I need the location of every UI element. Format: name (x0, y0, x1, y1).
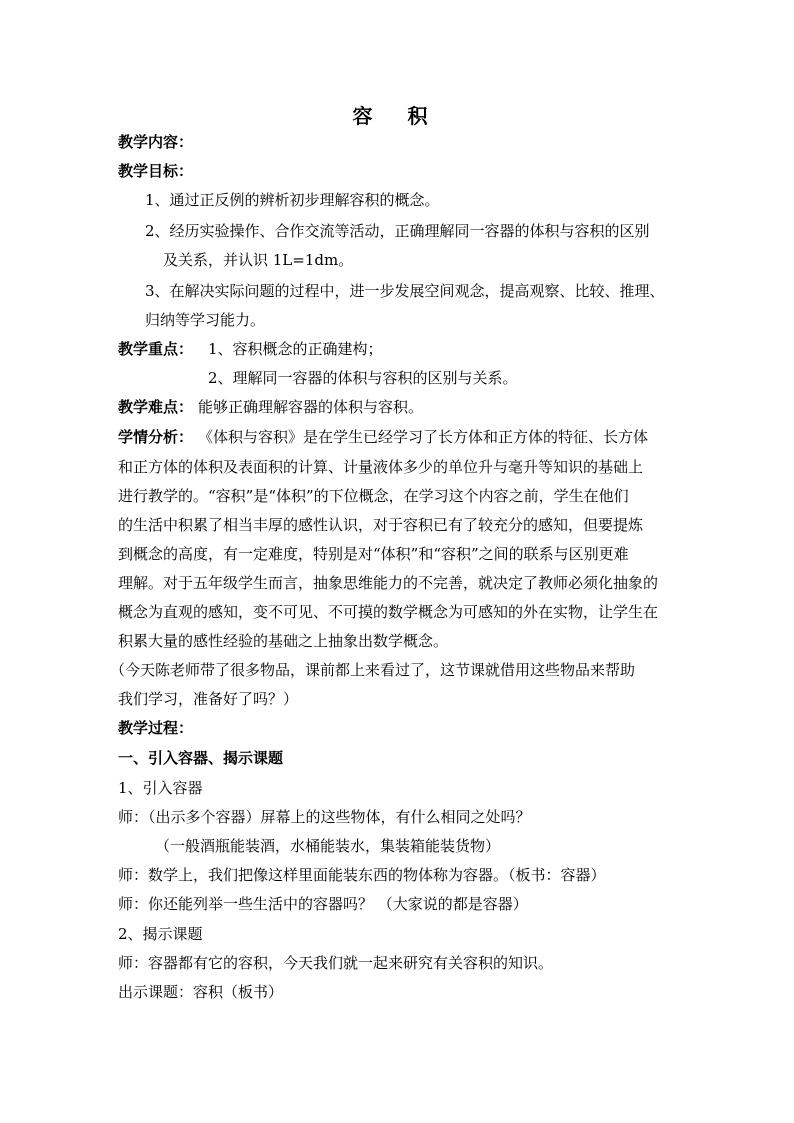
difficulty-label: 教学难点： (118, 398, 194, 416)
goal-item: 1、通过正反例的辨析初步理解容积的概念。 (145, 191, 440, 209)
dialogue-line: 出示课题：容积（板书） (118, 983, 284, 1001)
key-label: 教学重点： (118, 340, 194, 358)
dialogue-line: 师：（出示多个容器）屏幕上的这些物体，有什么相同之处吗？ (118, 808, 531, 826)
goal-item: 3、在解决实际问题的过程中，进一步发展空间观念，提高观察、比较、推理、 (145, 282, 665, 300)
key-point: 1、容积概念的正确建构； (208, 340, 383, 358)
analysis-line: 进行教学的。“容积”是“体积”的下位概念，在学习这个内容之前，学生在他们 (118, 487, 629, 505)
goal-item-continued: 及关系，并认识 1L=1dm。 (163, 251, 354, 269)
analysis-line: 理解。对于五年级学生而言，抽象思维能力的不完善，就决定了教师必须化抽象的 (118, 574, 659, 592)
note-line: 我们学习，准备好了吗？） (118, 690, 299, 708)
content-label: 教学内容： (118, 133, 194, 151)
dialogue-line: 师：你还能列举一些生活中的容器吗？ （大家说的都是容器） (118, 895, 528, 913)
process-label: 教学过程： (118, 719, 194, 737)
page-title: 容 积 (352, 104, 442, 128)
goals-label: 教学目标： (118, 162, 194, 180)
analysis-line: 到概念的高度，有一定难度，特别是对“体积”和“容积”之间的联系与区别更难 (118, 545, 629, 563)
analysis-label: 学情分析： (118, 428, 194, 446)
analysis-line: 和正方体的体积及表面积的计算、计量液体多少的单位升与毫升等知识的基础上 (118, 458, 644, 476)
goal-item-continued: 归纳等学习能力。 (145, 311, 266, 329)
dialogue-line: （一般酒瓶能装酒，水桶能装水，集装箱能装货物） (155, 837, 501, 855)
analysis-line: 的生活中积累了相当丰厚的感性认识，对于容积已有了较充分的感知，但要提炼 (118, 516, 644, 534)
goal-item: 2、经历实验操作、合作交流等活动，正确理解同一容器的体积与容积的区别 (145, 222, 650, 240)
difficulty-text: 能够正确理解容器的体积与容积。 (198, 398, 424, 416)
dialogue-line: 师：容器都有它的容积，今天我们就一起来研究有关容积的知识。 (118, 954, 554, 972)
subsection-heading: 2、揭示课题 (118, 925, 203, 943)
analysis-line: 积累大量的感性经验的基础之上抽象出数学概念。 (118, 632, 449, 650)
note-line: （今天陈老师带了很多物品，课前都上来看过了，这节课就借用这些物品来帮助 (110, 661, 636, 679)
dialogue-line: 师：数学上，我们把像这样里面能装东西的物体称为容器。（板书：容器） (118, 866, 606, 884)
section-heading: 一、引入容器、揭示课题 (118, 749, 284, 767)
analysis-line: 《体积与容积》是在学生已经学习了长方体和正方体的特征、长方体 (198, 428, 649, 446)
subsection-heading: 1、引入容器 (118, 779, 203, 797)
key-point: 2、理解同一容器的体积与容积的区别与关系。 (208, 369, 518, 387)
analysis-line: 概念为直观的感知，变不可见、不可摸的数学概念为可感知的外在实物，让学生在 (118, 603, 659, 621)
